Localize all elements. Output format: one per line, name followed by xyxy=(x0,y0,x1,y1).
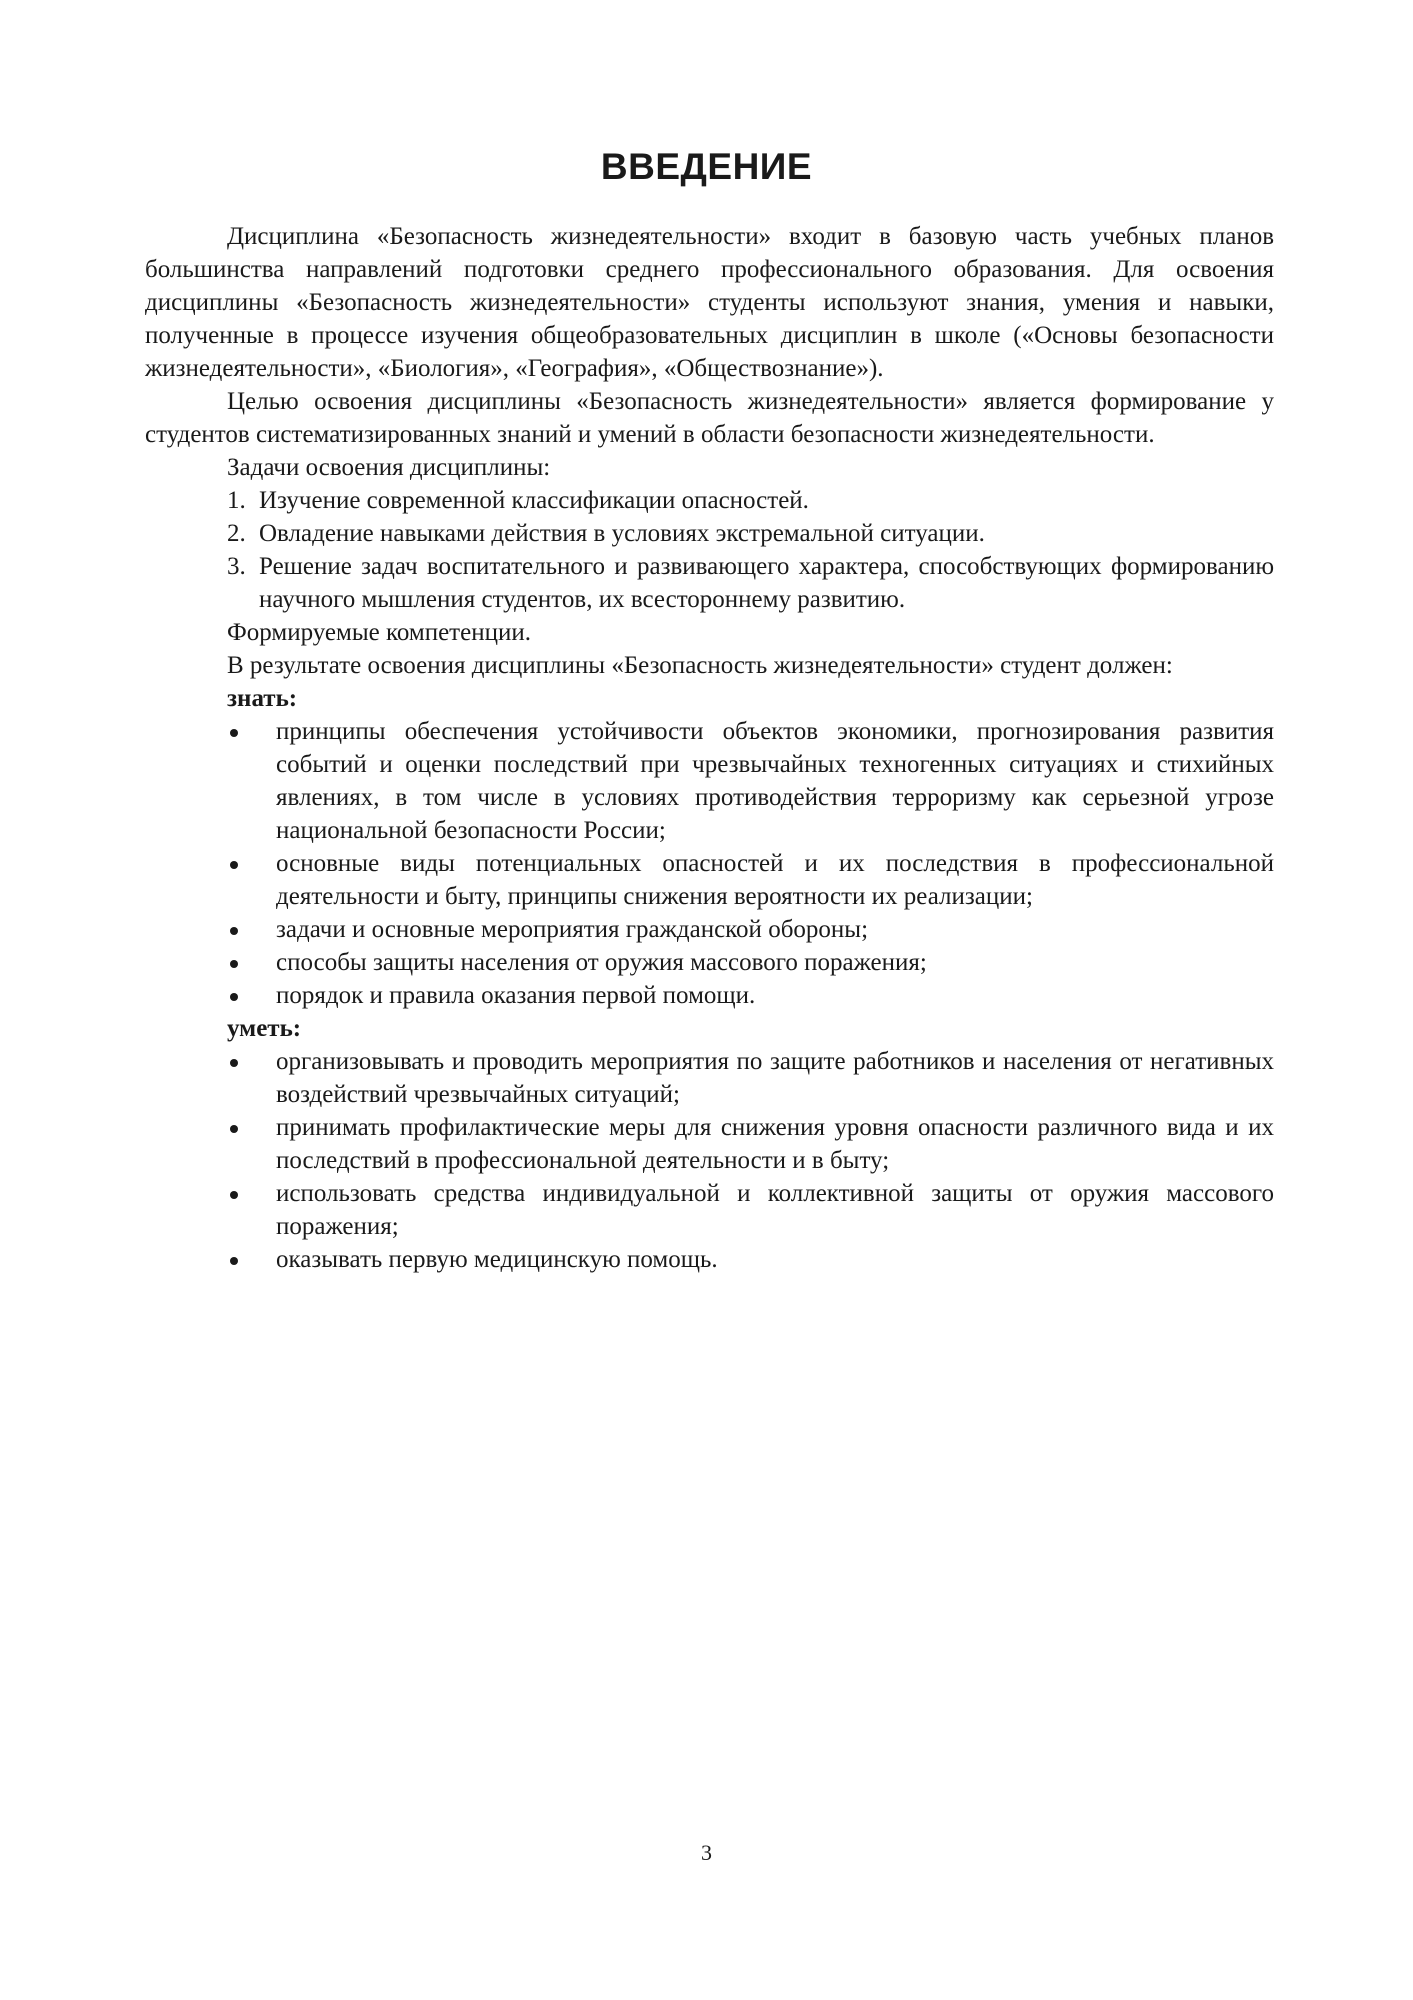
list-item-text: оказывать первую медицинскую помощь. xyxy=(276,1246,718,1273)
list-item-text: организовывать и проводить мероприятия по защите работников и населения от негативных воздействий чрезвычайных ситуаций; xyxy=(276,1048,1274,1108)
list-item xyxy=(145,517,1274,550)
competences-line: Формируемые компетенции. xyxy=(227,619,531,646)
list-item-text: задачи и основные мероприятия гражданской обороны; xyxy=(276,916,869,943)
tasks-intro: Задачи освоения дисциплины: xyxy=(227,454,551,481)
list-item-text: принимать профилактические меры для снижения уровня опасности различного вида и их последствий в профессиональной деятельности и в быту; xyxy=(276,1114,1274,1174)
list-item xyxy=(145,913,1274,946)
list-item-text: использовать средства индивидуальной и коллективной защиты от оружия массового поражения; xyxy=(276,1180,1274,1240)
bullet-icon xyxy=(227,1177,276,1243)
goal-paragraph: Целью освоения дисциплины «Безопасность жизнедеятельности» является формирование у студентов систематизированных знаний и умений в области безопасности жизнедеятельности. xyxy=(145,388,1274,448)
can-list xyxy=(145,1045,1274,1276)
list-item xyxy=(145,1177,1274,1243)
list-item-text: порядок и правила оказания первой помощи. xyxy=(276,982,756,1009)
know-list xyxy=(145,715,1274,1012)
intro-paragraph: Дисциплина «Безопасность жизнедеятельности» входит в базовую часть учебных планов большинства направлений подготовки среднего профессионального образования. Для освоения дисциплины «Безопасность жизнедеятельности» студенты используют знания, умения и навыки, полученные в процессе изучения общеобразовательных дисциплин в школе («Основы безопасности жизнедеятельности», «Биология», «География», «Обществознание»). xyxy=(145,223,1274,382)
list-item xyxy=(145,1045,1274,1111)
bullet-icon xyxy=(227,946,276,979)
bullet-icon xyxy=(227,847,276,913)
list-number: 3. xyxy=(227,553,246,580)
bullet-icon xyxy=(227,1045,276,1111)
list-number: 2. xyxy=(227,520,246,547)
bullet-icon xyxy=(227,715,276,847)
list-item-text: основные виды потенциальных опасностей и их последствия в профессиональной деятельности и быту, принципы снижения вероятности их реализации; xyxy=(276,850,1274,910)
tasks-list xyxy=(145,484,1274,616)
list-item xyxy=(145,715,1274,847)
document-body xyxy=(145,220,1274,1276)
list-item-text: принципы обеспечения устойчивости объектов экономики, прогнозирования развития событий и оценки последствий при чрезвычайных техногенных ситуациях и стихийных явлениях, в том числе в условиях противодействия терроризму как серьезной угрозе национальной безопасности России; xyxy=(276,718,1274,844)
page-number: 3 xyxy=(701,1840,712,1865)
list-item xyxy=(145,1111,1274,1177)
list-item-text: способы защиты населения от оружия массового поражения; xyxy=(276,949,927,976)
list-item xyxy=(145,847,1274,913)
list-item-text: Решение задач воспитательного и развивающего характера, способствующих формированию научного мышления студентов, их всестороннему развитию. xyxy=(259,553,1274,613)
page-title: ВВЕДЕНИЕ xyxy=(600,146,813,187)
result-paragraph: В результате освоения дисциплины «Безопасность жизнедеятельности» студент должен: xyxy=(227,652,1173,679)
list-item xyxy=(145,1243,1274,1276)
bullet-icon xyxy=(227,979,276,1012)
list-item xyxy=(145,946,1274,979)
list-item xyxy=(145,979,1274,1012)
list-item-text: Овладение навыками действия в условиях экстремальной ситуации. xyxy=(259,520,985,547)
know-heading: знать: xyxy=(227,685,298,712)
list-number: 1. xyxy=(227,487,246,514)
list-item xyxy=(145,550,1274,616)
list-item-text: Изучение современной классификации опасностей. xyxy=(259,487,809,514)
list-item xyxy=(145,484,1274,517)
bullet-icon xyxy=(227,1243,276,1276)
bullet-icon xyxy=(227,913,276,946)
bullet-icon xyxy=(227,1111,276,1177)
can-heading: уметь: xyxy=(227,1015,302,1042)
